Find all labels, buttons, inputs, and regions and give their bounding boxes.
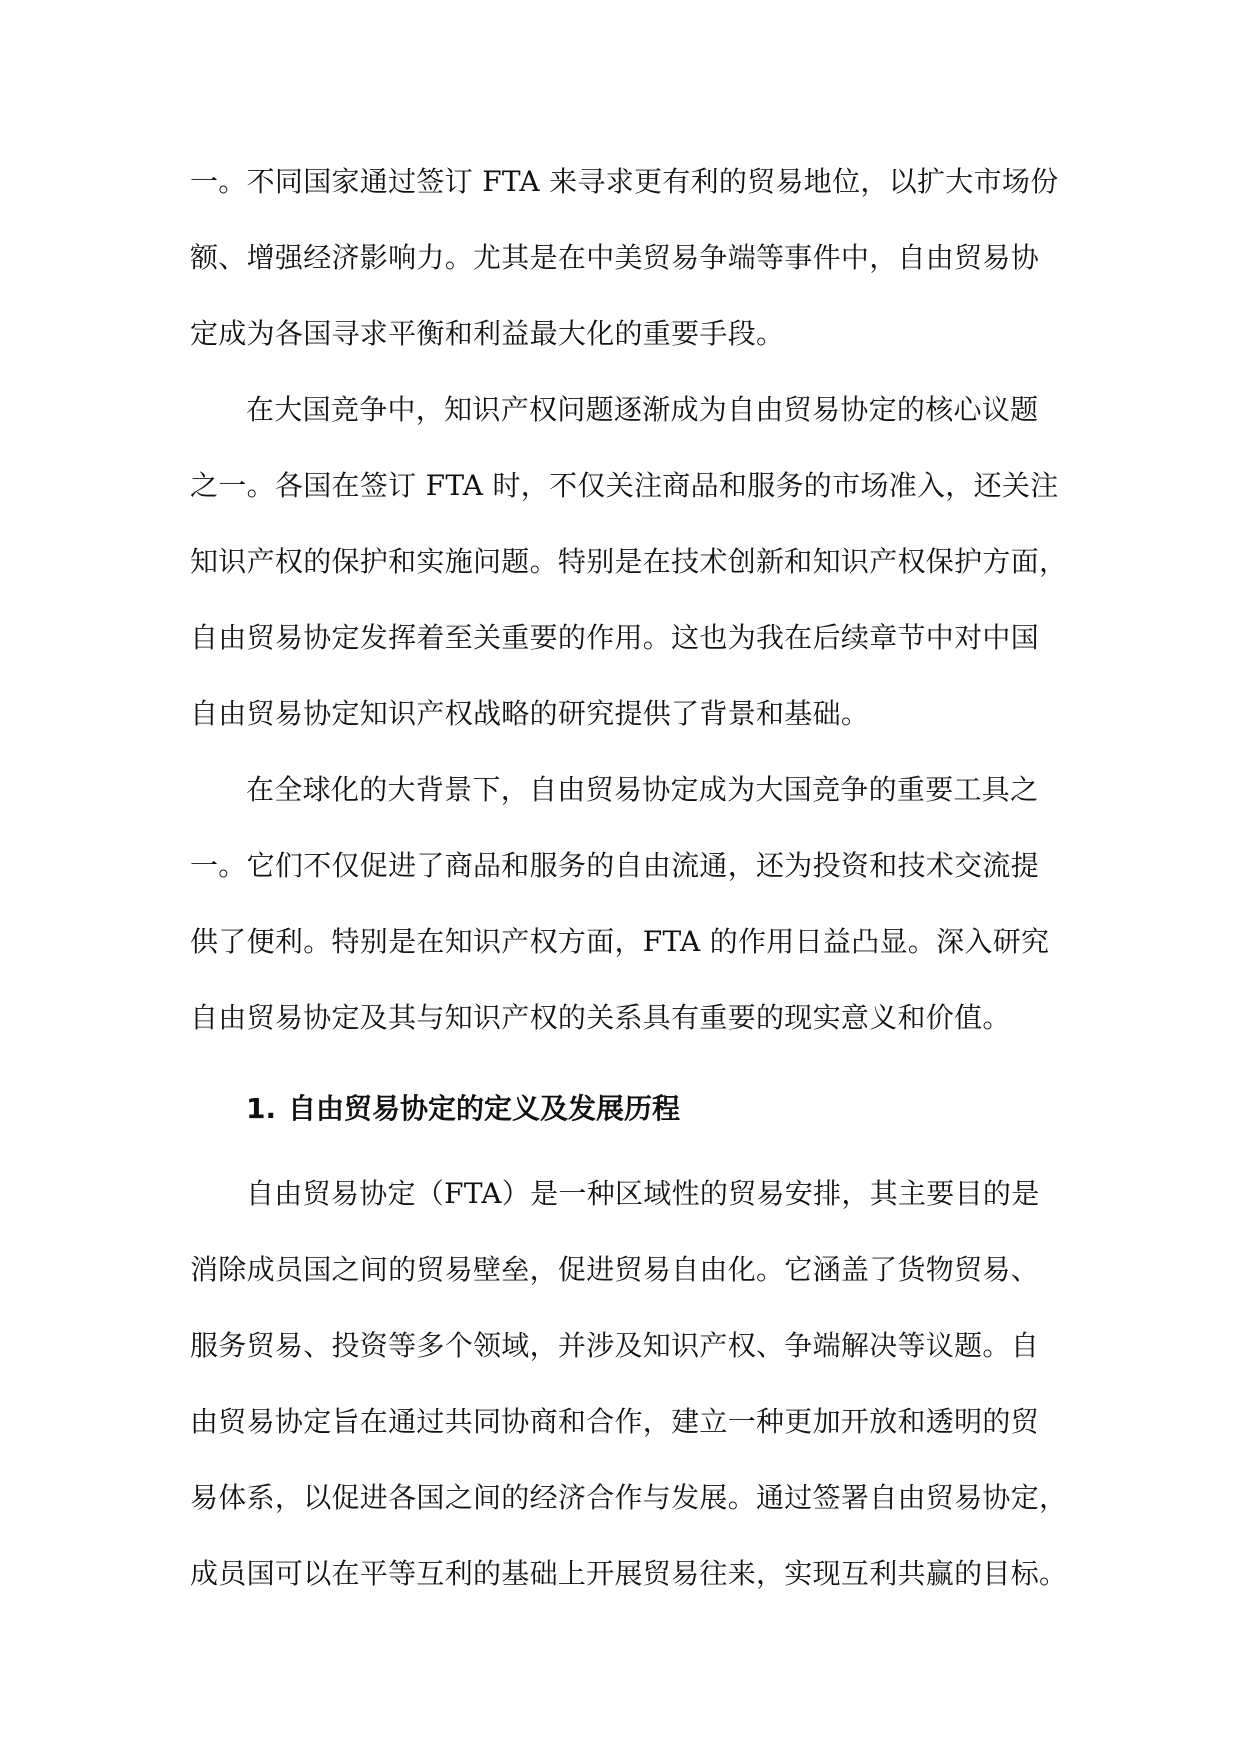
text-line: 知识产权的保护和实施问题。特别是在技术创新和知识产权保护方面， bbox=[190, 545, 1068, 578]
text-line: 供了便利。特别是在知识产权方面，FTA 的作用日益凸显。深入研究 bbox=[190, 925, 1050, 958]
text-line: 服务贸易、投资等多个领域，并涉及知识产权、争端解决等议题。自 bbox=[190, 1329, 1040, 1362]
section-number: 1. bbox=[246, 1092, 277, 1125]
section-heading bbox=[190, 1062, 1052, 1156]
text-line: 在大国竞争中，知识产权问题逐渐成为自由贸易协定的核心议题 bbox=[246, 393, 1039, 426]
section-title: 自由贸易协定的定义及发展历程 bbox=[288, 1092, 681, 1125]
text-line: 自由贸易协定（FTA）是一种区域性的贸易安排，其主要目的是 bbox=[246, 1177, 1040, 1210]
text-line: 易体系，以促进各国之间的经济合作与发展。通过签署自由贸易协定， bbox=[190, 1481, 1068, 1514]
paragraph-2 bbox=[190, 372, 1068, 752]
text-line: 一。它们不仅促进了商品和服务的自由流通，还为投资和技术交流提 bbox=[190, 849, 1040, 882]
document-body bbox=[190, 144, 1068, 1612]
paragraph-1 bbox=[190, 144, 1059, 372]
text-line: 消除成员国之间的贸易壁垒，促进贸易自由化。它涵盖了货物贸易、 bbox=[190, 1253, 1040, 1286]
text-line: 一。不同国家通过签订 FTA 来寻求更有利的贸易地位，以扩大市场份 bbox=[190, 165, 1059, 198]
text-line: 在全球化的大背景下，自由贸易协定成为大国竞争的重要工具之 bbox=[246, 773, 1039, 806]
text-line: 自由贸易协定及其与知识产权的关系具有重要的现实意义和价值。 bbox=[190, 1001, 1011, 1034]
text-line: 定成为各国寻求平衡和利益最大化的重要手段。 bbox=[190, 317, 785, 350]
text-line: 成员国可以在平等互利的基础上开展贸易往来，实现互利共赢的目标。 bbox=[190, 1557, 1068, 1590]
text-line: 自由贸易协定知识产权战略的研究提供了背景和基础。 bbox=[190, 697, 870, 730]
text-line: 额、增强经济影响力。尤其是在中美贸易争端等事件中，自由贸易协 bbox=[190, 241, 1040, 274]
text-line: 之一。各国在签订 FTA 时，不仅关注商品和服务的市场准入，还关注 bbox=[190, 469, 1059, 502]
paragraph-3 bbox=[190, 752, 1052, 1056]
paragraph-4 bbox=[190, 1156, 1068, 1612]
text-line: 由贸易协定旨在通过共同协商和合作，建立一种更加开放和透明的贸 bbox=[190, 1405, 1040, 1438]
text-line: 自由贸易协定发挥着至关重要的作用。这也为我在后续章节中对中国 bbox=[190, 621, 1040, 654]
